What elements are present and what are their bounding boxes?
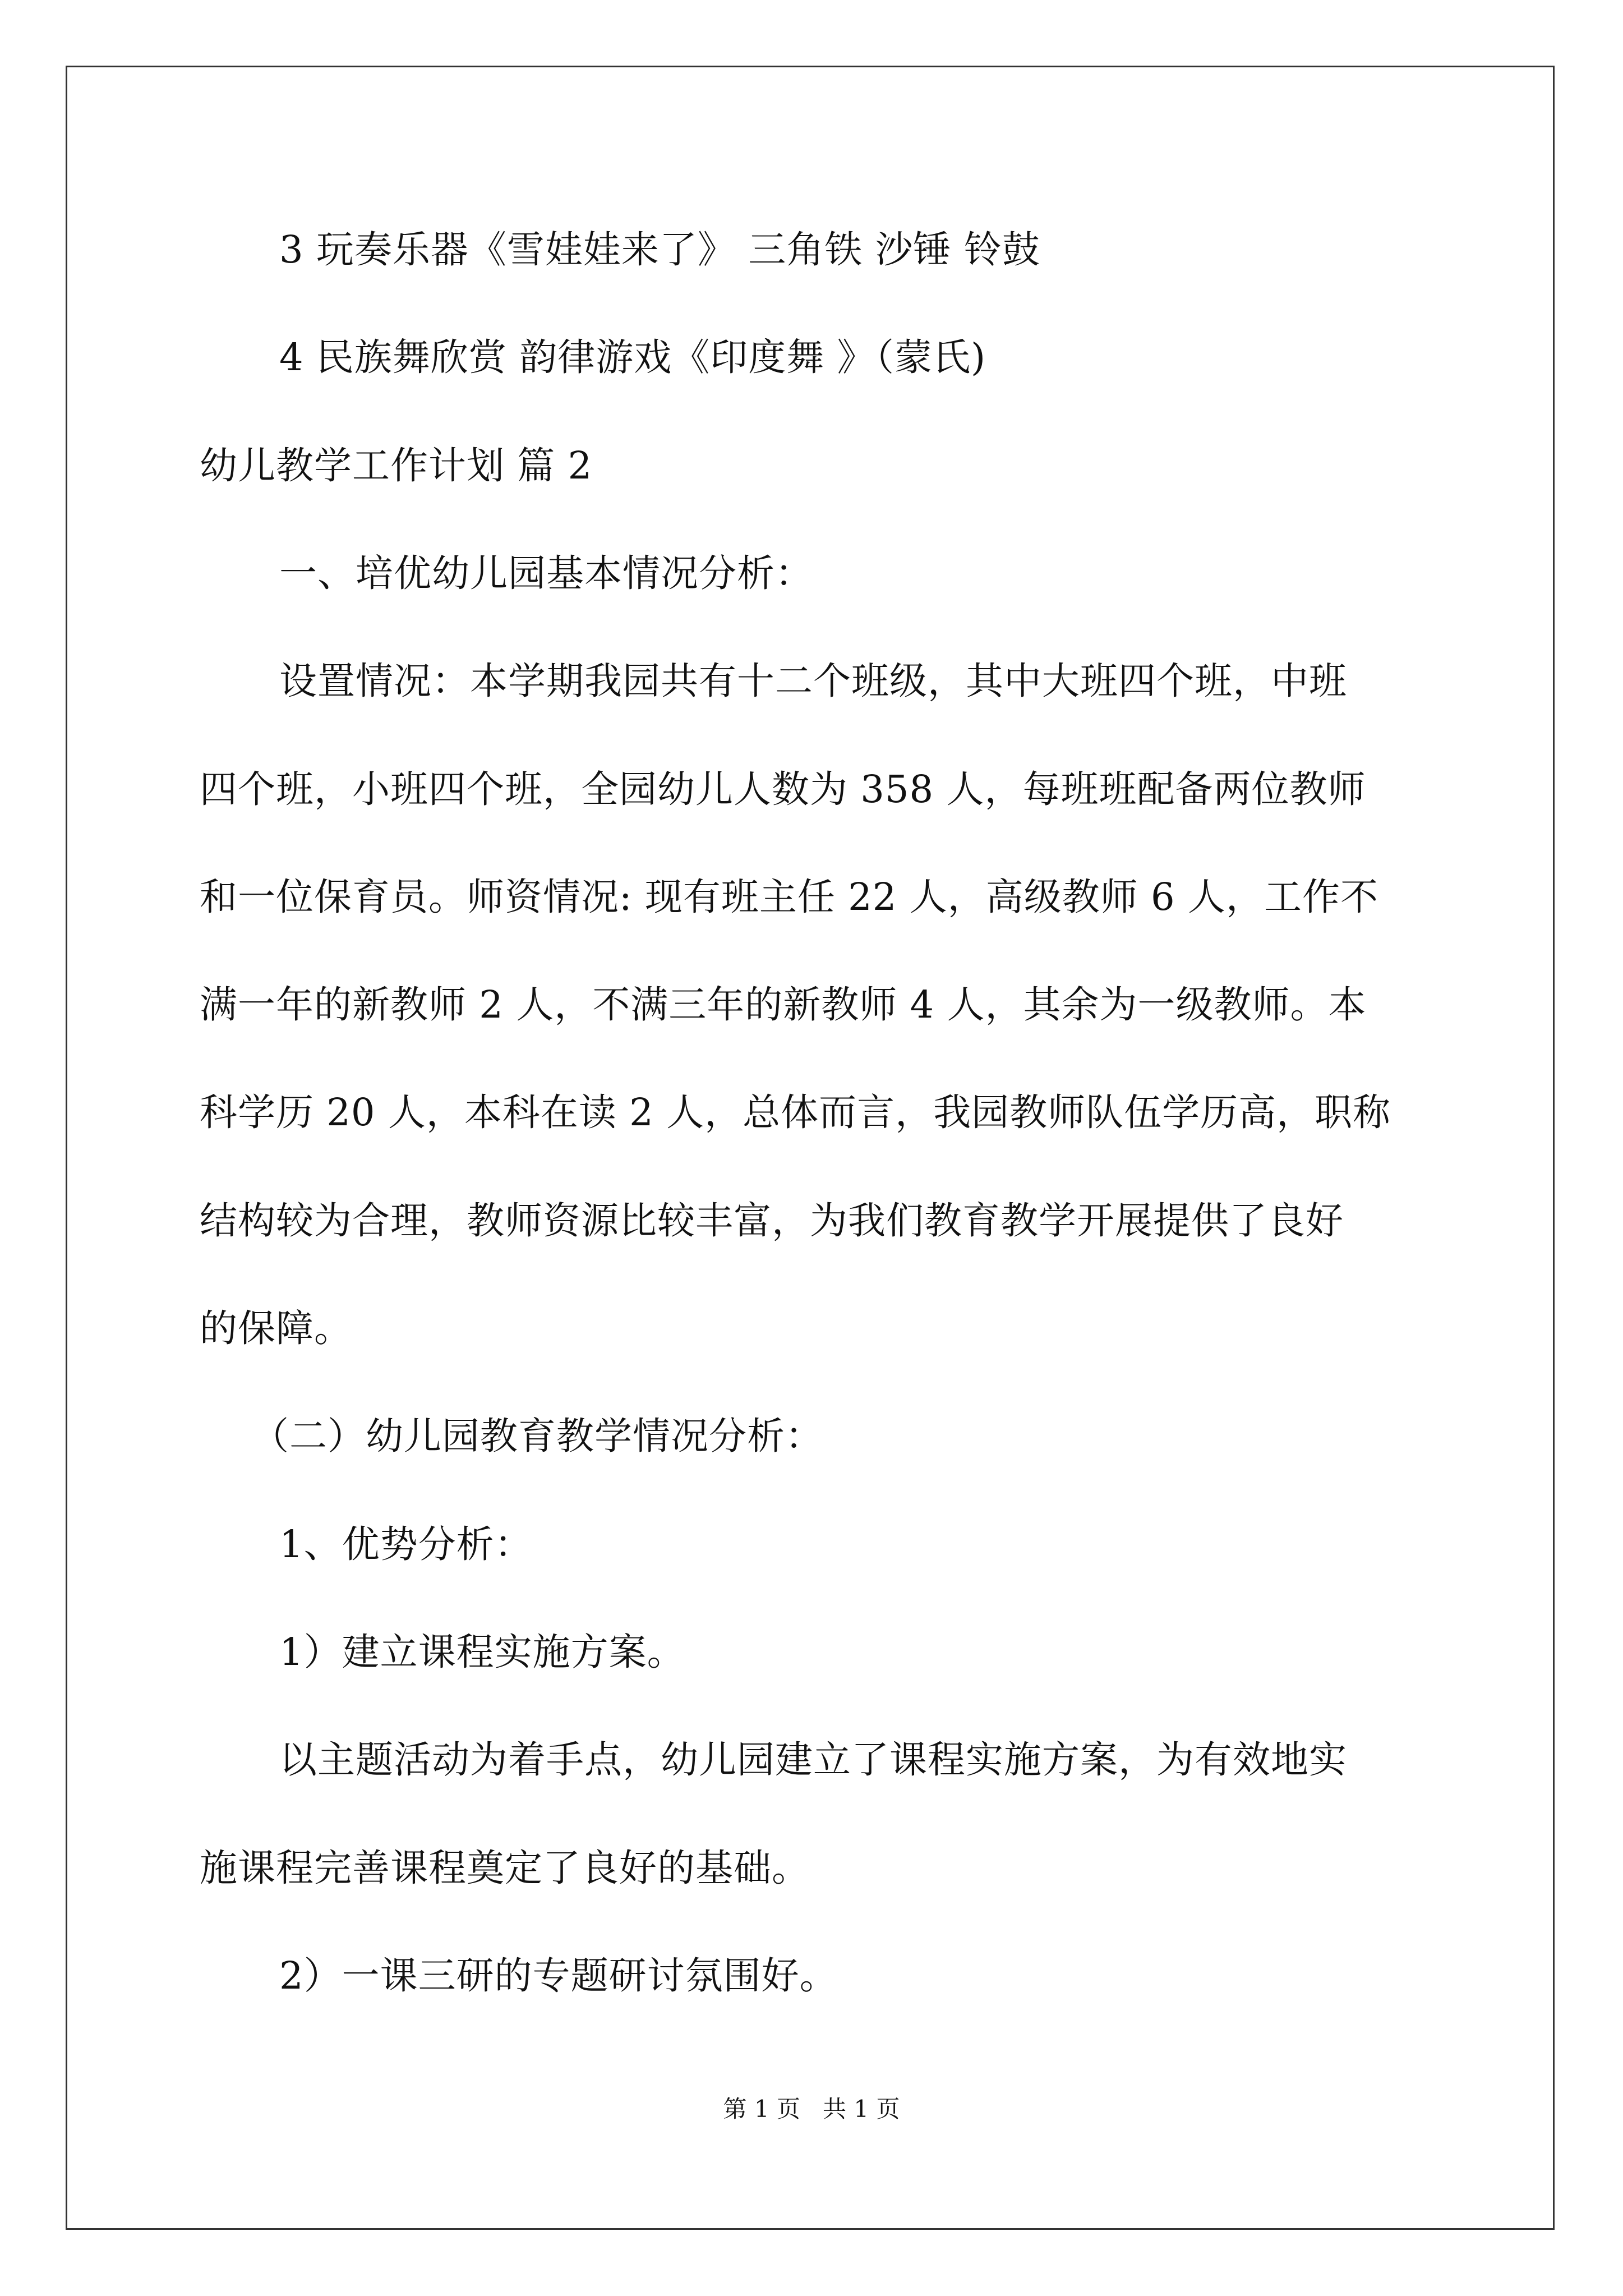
paragraph-line: 施课程完善课程奠定了良好的基础。 bbox=[200, 1846, 810, 1890]
paragraph-line: 结构较为合理，教师资源比较丰富，为我们教育教学开展提供了良好 bbox=[200, 1199, 1344, 1243]
paragraph-line: 科学历 20 人，本科在读 2 人，总体而言，我园教师队伍学历高，职称 bbox=[200, 1091, 1391, 1134]
paragraph-line: 四个班，小班四个班，全园幼儿人数为 358 人，每班班配备两位教师 bbox=[200, 767, 1366, 811]
subsection-heading: （二）幼儿园教育教学情况分析： bbox=[251, 1414, 823, 1458]
paragraph-line: 设置情况：本学期我园共有十二个班级，其中大班四个班，中班 bbox=[279, 659, 1347, 703]
paragraph-line: 3 玩奏乐器《雪娃娃来了》 三角铁 沙锤 铃鼓 bbox=[279, 228, 1040, 272]
list-item: 1）建立课程实施方案。 bbox=[279, 1630, 685, 1674]
list-item: 2）一课三研的专题研讨氛围好。 bbox=[279, 1954, 838, 1998]
paragraph-line: 的保障。 bbox=[200, 1306, 352, 1350]
paragraph-line: 以主题活动为着手点，幼儿园建立了课程实施方案，为有效地实 bbox=[279, 1738, 1347, 1782]
subsection-heading: 一、培优幼儿园基本情况分析： bbox=[279, 551, 813, 595]
page-border bbox=[66, 66, 1555, 2230]
page-footer: 第 1 页 共 1 页 bbox=[723, 2095, 900, 2123]
list-heading: 1、优势分析： bbox=[279, 1522, 533, 1566]
paragraph-line: 满一年的新教师 2 人，不满三年的新教师 4 人，其余为一级教师。本 bbox=[200, 983, 1367, 1027]
paragraph-line: 4 民族舞欣赏 韵律游戏《印度舞 》（蒙氏) bbox=[279, 335, 986, 379]
paragraph-line: 和一位保育员。师资情况: 现有班主任 22 人，高级教师 6 人，工作不 bbox=[200, 875, 1378, 919]
section-heading: 幼儿教学工作计划 篇 2 bbox=[200, 444, 593, 487]
